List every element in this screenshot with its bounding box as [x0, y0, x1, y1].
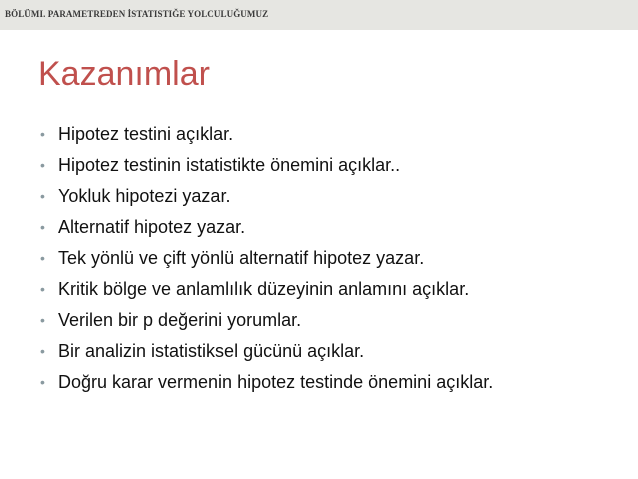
- list-item-text: Yokluk hipotezi yazar.: [58, 186, 231, 206]
- bullet-icon: •: [40, 374, 45, 390]
- list-item: [38, 341, 493, 372]
- list-item: [38, 155, 493, 186]
- list-item-text: Hipotez testini açıklar.: [58, 124, 234, 144]
- list-item: [38, 217, 493, 248]
- list-item-text: Verilen bir p değerini yorumlar.: [58, 310, 302, 330]
- bullet-icon: •: [40, 157, 45, 173]
- learning-outcomes-list: [38, 124, 493, 403]
- list-item-text: Kritik bölge ve anlamlılık düzeyinin anlamını açıklar.: [58, 279, 470, 299]
- bullet-icon: •: [40, 312, 45, 328]
- list-item: [38, 186, 493, 217]
- list-item: [38, 248, 493, 279]
- bullet-icon: •: [40, 343, 45, 359]
- list-item: [38, 279, 493, 310]
- list-item-text: Bir analizin istatistiksel gücünü açıklar.: [58, 341, 365, 361]
- chapter-header-text: BÖLÜMI. PARAMETREDEN İSTATISTIĞE YOLCULUĞUMUZ: [5, 9, 269, 19]
- slide-title: Kazanımlar: [38, 55, 210, 93]
- list-item-text: Tek yönlü ve çift yönlü alternatif hipotez yazar.: [58, 248, 425, 268]
- list-item: [38, 124, 493, 155]
- list-item-text: Doğru karar vermenin hipotez testinde önemini açıklar.: [58, 372, 494, 392]
- bullet-icon: •: [40, 188, 45, 204]
- list-item-text: Alternatif hipotez yazar.: [58, 217, 246, 237]
- list-item-text: Hipotez testinin istatistikte önemini açıklar..: [58, 155, 401, 175]
- bullet-icon: •: [40, 126, 45, 142]
- list-item: [38, 310, 493, 341]
- bullet-icon: •: [40, 281, 45, 297]
- bullet-icon: •: [40, 219, 45, 235]
- list-item: [38, 372, 493, 403]
- chapter-header-bar: [0, 0, 638, 30]
- bullet-icon: •: [40, 250, 45, 266]
